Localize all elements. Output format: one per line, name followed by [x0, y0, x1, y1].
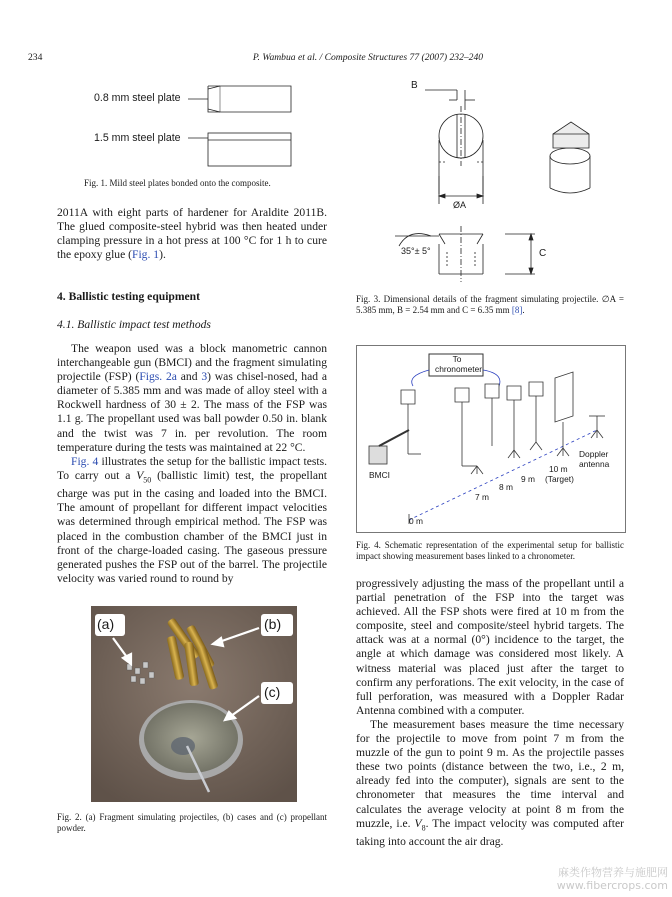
fig3-label-angle: 35°± 5° [401, 246, 431, 256]
fig2-label-a: (a) [97, 616, 115, 632]
right-paragraph-1: progressively adjusting the mass of the propellant until a partial penetration of the FSP into the target was achieved. All the FSP shots were fired at 10 m from the composite, steel and composite/steel hybrid targets. The attack was at a normal (0°) incidence to the target, the angle at which damage was considered most likely. A witness material was placed just after the target to confirm any perforations. The exit velocity, in the case of full perforation, was measured with a Doppler Radar Antenna combined with a computer. [356, 577, 624, 717]
subsection-heading: 4.1. Ballistic impact test methods [57, 318, 211, 331]
ref-fig2a[interactable]: Figs. 2a [139, 370, 177, 384]
fig4-label-9m: 9 m [521, 474, 535, 484]
fig3-label-b: B [411, 80, 418, 91]
page-number: 234 [28, 52, 43, 63]
fig2-caption: Fig. 2. (a) Fragment simulating projectiles, (b) cases and (c) propellant powder. [57, 812, 327, 834]
fig1-drawing [84, 80, 314, 180]
fig4-label-chronometer: To chronometer [435, 354, 483, 374]
fig4-label-10m: 10 m [549, 464, 568, 474]
figure-4 [356, 345, 626, 533]
fig3-caption: Fig. 3. Dimensional details of the fragment simulating projectile. ∅A = 5.385 mm, B = 2.54 mm and C = 6.35 mm [8]. [356, 294, 624, 316]
fig1-label-bottom: 1.5 mm steel plate [94, 132, 181, 144]
paragraph-2: Fig. 4 illustrates the setup for the ballistic impact tests. To carry out a $V_{50}$ (ballistic limit) test, the propellant charge was put in the casing and loaded into the BMCI. The amount of propellant for different impact velocities was determined through empirical method. The FSP was placed in the combustion chamber of the BMCI just in front of the charge-loaded casing. The gaseous pressure generated pushes the FSP out of the barrel. The projectile velocity was varied round to round by [57, 454, 328, 585]
fig1-caption: Fig. 1. Mild steel plates bonded onto the composite. [84, 178, 271, 188]
figure-1 [84, 80, 314, 180]
watermark-line1: 麻类作物营养与施肥网 [558, 866, 668, 879]
fig4-label-8m: 8 m [499, 482, 513, 492]
fig4-label-7m: 7 m [475, 492, 489, 502]
ref-8[interactable]: [8] [511, 305, 523, 316]
fig4-caption: Fig. 4. Schematic representation of the experimental setup for ballistic impact showing measurement bases linked to a chronometer. [356, 540, 624, 562]
section-heading: 4. Ballistic testing equipment [57, 290, 200, 303]
fig2-label-b: (b) [264, 616, 282, 632]
figure-2-photo [91, 606, 297, 802]
fig3-label-c: C [539, 248, 547, 259]
fig4-label-target: (Target) [545, 474, 574, 484]
fig2-label-c: (c) [264, 684, 281, 700]
fig3-label-a: ØA [453, 200, 467, 210]
fig2-drawing [91, 606, 297, 802]
ref-fig1[interactable]: Fig. 1 [132, 248, 160, 262]
paragraph-1: The weapon used was a block manometric cannon interchangeable gun (BMCI) and the fragment simulating projectile (FSP) (Figs. 2a and 3) was chisel-nosed, had a diameter of 5.385 mm and was made of alloy steel with a Rockwell hardness of 30 ± 2. The mass of the FSP was 1.1 g. The propellant used was ball powder 0.50 in. blank and the twist was 7 in. per revolution. The room temperature during the tests was maintained at 22 °C. [57, 342, 328, 454]
fig4-label-doppler: Doppler antenna [579, 449, 610, 469]
right-paragraph-2: The measurement bases measure the time necessary for the projectile to move from point 7 m from the muzzle of the gun to point 9 m. As the projectile passes these two points (distance between the two, i.e., 2 m, already fed into the computer), signals are sent to the chronometer that measures the time interval and calculates the average velocity at point 8 m from the muzzle, i.e. $V_8$. The impact velocity was computed after taking into account the air drag. [356, 717, 624, 848]
fig4-drawing [357, 346, 625, 532]
fig4-label-0m: 0 m [409, 516, 423, 526]
ref-fig3[interactable]: 3 [201, 370, 208, 384]
watermark [468, 866, 668, 892]
fig4-label-bmci: BMCI [369, 470, 390, 480]
paragraph-intro: 2011A with eight parts of hardener for Araldite 2011B. The glued composite-steel hybrid was then heated under clamping pressure in a hot press at 100 °C for 1 h to cure the epoxy glue (Fig. 1). [57, 206, 327, 262]
watermark-line2: www.fibercrops.com [556, 879, 668, 892]
figure-3 [385, 76, 615, 286]
left-column-top [57, 206, 327, 262]
ref-fig4[interactable]: Fig. 4 [71, 454, 99, 468]
left-column-body [57, 342, 327, 586]
right-column-body [356, 577, 624, 849]
running-title: P. Wambua et al. / Composite Structures 77 (2007) 232–240 [252, 52, 484, 63]
fig1-label-top: 0.8 mm steel plate [94, 92, 181, 104]
